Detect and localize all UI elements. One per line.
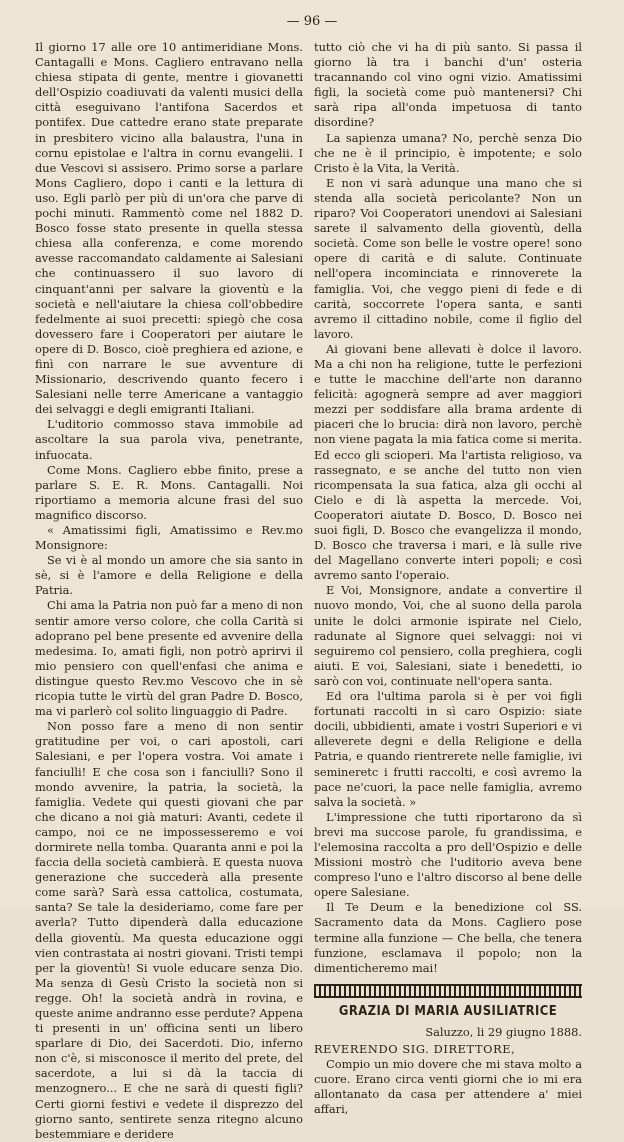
paragraph: Come Mons. Cagliero ebbe finito, prese a parlare S. E. R. Mons. Cantagalli. Noi riportiamo a memoria alcune frasi del suo magnifico discorso. <box>35 462 303 522</box>
paragraph: Il giorno 17 alle ore 10 antimeridiane Mons. Cantagalli e Mons. Cagliero entravano nella chiesa stipata di gente, mentre i giovanetti dell'Ospizio coadiuvati da valenti musici della città eseguivano l'antifona Sacerdos et pontifex. Due cattedre erano state preparate in presbitero vicino alla balaustra, l'una in cornu epistolae e l'altra in cornu evangelii. I due Vescovi si assisero. Primo sorse a parlare Mons Cagliero, dopo i canti e la lettura di uso. Egli parlò per più di un'ora che parve di pochi minuti. Rammentò come nel 1882 D. Bosco fosse stato presente in quella stessa chiesa alla conferenza, e come morendo avesse raccomandato caldamente ai Salesiani che continuassero il suo lavoro di cinquant'anni per salvare la gioventù e la società e nell'aiutare la chiesa coll'obbedire fedelmente ai suoi precetti: spiegò che cosa dovessero fare i Cooperatori per aiutare le opere di D. Bosco, cioè preghiera ed azione, e finì con narrare le sue avventure di Missionario, descrivendo quanto fecero i Salesiani nelle terre Americane a vantaggio dei selvaggi e degli emigranti Italiani. <box>35 40 303 417</box>
paragraph: Se vi è al mondo un amore che sia santo in sè, si è l'amore e della Religione e della Patria. <box>35 553 303 598</box>
paragraph: Ai giovani bene allevati è dolce il lavoro. Ma a chi non ha religione, tutte le perfezioni e tutte le macchine dell'arte non daranno felicità: agognerà sempre ad aver maggiori mezzi per soddisfare alla brama ardente di piaceri che lo brucia: dirà non lavoro, perchè non viene pagata la mia fatica come si merita. Ed ecco gli scioperi. Ma l'artista religioso, va rassegnato, e se anche del tutto non vien ricompensata la sua fatica, alza gli occhi al Cielo e di là aspetta la mercede. Voi, Cooperatori aiutate D. Bosco, D. Bosco nei suoi figli, D. Bosco che evangelizza il mondo, D. Bosco che traversa i mari, e là sulle rive del Magellano converte interi popoli; e così avremo santo l'operaio. <box>314 341 582 583</box>
paragraph: tutto ciò che vi ha di più santo. Si passa il giorno là tra i banchi d'un' osteria tracannando col vino ogni vizio. Amatissimi figli, la società come può mantenersi? Chi sarà ripa all'onda impetuosa di tanto disordine? <box>314 40 582 130</box>
paragraph: L'uditorio commosso stava immobile ad ascoltare la sua parola viva, penetrante, infuocata. <box>35 417 303 462</box>
ornamental-divider <box>314 984 582 998</box>
paragraph: E Voi, Monsignore, andate a convertire il nuovo mondo, Voi, che al suono della parola unite le dolci armonie ispirate nel Cielo, radunate al Signore quei selvaggi: noi vi seguiremo col pensiero, colla preghiera, cogli aiuti. E voi, Salesiani, siate i benedetti, io sarò con voi, continuate nell'opera santa. <box>314 583 582 688</box>
page-number: — 96 — <box>286 14 338 29</box>
paragraph: E non vi sarà adunque una mano che si stenda alla società pericolante? Non un riparo? Voi Cooperatori unendovi ai Salesiani sarete il salvamento della gioventù, della società. Come son belle le vostre opere! sono opere di carità e di salute. Continuate nell'opera incominciata e rinnoverete la famiglia. Voi, che veggo pieni di fede e di carità, soccorrete l'opera santa, e santi avremo il cittadino nobile, come il figlio del lavoro. <box>314 175 582 341</box>
right-column <box>314 40 582 1117</box>
paragraph: « Amatissimi figli, Amatissimo e Rev.mo Monsignore: <box>35 523 303 553</box>
paragraph: Chi ama la Patria non può far a meno di non sentir amore verso colore, che colla Carità si adoprano pel bene presente ed avvenire della medesima. Io, amati figli, non potrò aprirvi il mio pensiero con quell'enfasi che anima e distingue questo Rev.mo Vescovo che in sè ricopia tutte le virtù del gran Padre D. Bosco, ma vi parlerò col solito linguaggio di Padre. <box>35 598 303 719</box>
paragraph: Ed ora l'ultima parola si è per voi figli fortunati raccolti in sì caro Ospizio: siate docili, ubbidienti, amate i vostri Superiori e vi alleverete degni e della Religione e della Patria, e quando rientrerete nelle famiglie, ivi semineretc i frutti raccolti, e così avremo la pace ne'cuori, la pace nelle famiglia, avremo salva la società. » <box>314 689 582 809</box>
paragraph: Non posso fare a meno di non sentir gratitudine per voi, o cari apostoli, cari Salesiani, e per l'opera vostra. Voi amate i fanciulli! E che cosa son i fanciulli? Sono il mondo avvenire, la patria, la società, la famiglia. Vedete qui questi giovani che par che dicano a noi già maturi: Avanti, cedete il campo, noi ce ne impossesseremo e voi dormirete nella tomba. Quaranta anni e poi la faccia della società cambierà. E questa nuova generazione che succederà alla presente come sarà? Sarà essa cattolica, costumata, santa? Se tale la desideriamo, come fare per averla? Tutto dipenderà dalla educazione della gioventù. Ma questa educazione oggi vien contrastata ai nostri giovani. Tristi tempi per la gioventù! Si vuole educare senza Dio. Ma senza di Gesù Cristo la società non si regge. Oh! la società andrà in rovina, e queste anime andranno esse perdute? Appena ti presenti in un' officina senti un libero sparlare di Dio, dei Sacerdoti. Dio, inferno non c'è, si misconosce il merito del prete, del sacerdote, a lui si dà la taccia di menzognero... E che ne sarà di questi figli? Certi giorni festivi e vedete il disprezzo del giorno santo, sentirete senza ritegno alcuno bestemmiare e deridere <box>35 719 303 1141</box>
dateline: Saluzzo, li 29 giugno 1888. <box>425 1024 582 1039</box>
paragraph: L'impressione che tutti riportarono da sì brevi ma succose parole, fu grandissima, e l'elemosina raccolta a pro dell'Ospizio e delle Missioni mostrò che l'uditorio aveva bene compreso l'uno e l'altro discorso al bene delle opere Salesiane. <box>314 809 582 900</box>
paragraph: La sapienza umana? No, perchè senza Dio che ne è il principio, è impotente; e solo Cristo è la Vita, la Verità. <box>314 130 582 175</box>
letter-paragraph: Compio un mio dovere che mi stava molto a cuore. Erano circa venti giorni che io mi era allontanato da casa per attendere a' miei affari, <box>314 1057 582 1117</box>
left-column <box>35 40 303 1142</box>
salutation: REVERENDO SIG. DIRETTORE, <box>314 1042 516 1056</box>
section-title: GRAZIA DI MARIA AUSILIATRICE <box>338 1002 558 1019</box>
paragraph: Il Te Deum e la benedizione col SS. Sacramento data da Mons. Cagliero pose termine alla funzione — Che bella, che tenera funzione, esclamava il popolo; non la dimenticheremo mai! <box>314 900 582 975</box>
